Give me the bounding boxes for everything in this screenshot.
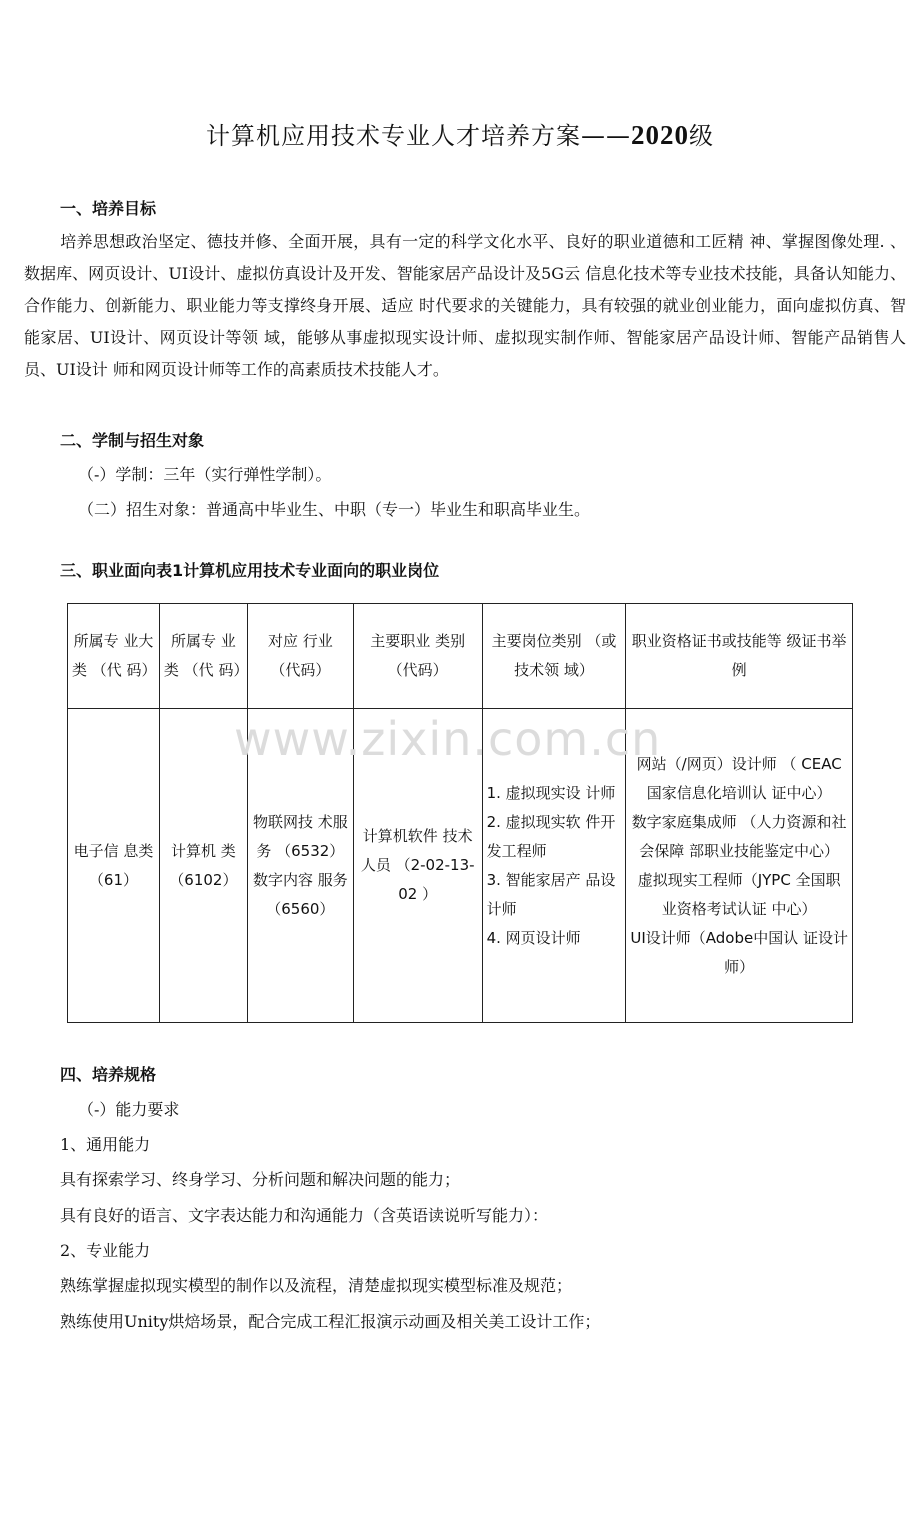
- section-4-heading: 四、培养规格: [60, 1065, 157, 1084]
- title-suffix: 级: [689, 122, 714, 150]
- role-item: 1. 虚拟现实设 计师: [486, 783, 616, 802]
- table-header: 职业资格证书或技能等 级证书举例: [626, 604, 853, 709]
- role-item: 2. 虚拟现实软 件开发工程师: [486, 812, 616, 860]
- section-4-line: 2、专业能力: [60, 1241, 151, 1260]
- table-row: [68, 709, 853, 1023]
- certificate-item: UI设计师（Adobe中国认 证设计师）: [630, 928, 848, 976]
- section-1-body: [24, 226, 906, 386]
- cell-major-category: 电子信 息类 （61）: [68, 709, 160, 1023]
- role-item: 4. 网页设计师: [486, 928, 581, 947]
- section-4-line: 具有探索学习、终身学习、分析问题和解决问题的能力；: [60, 1170, 461, 1189]
- certificate-item: 网站（/网页）设计师 （ CEAC国家信息化培训认 证中心）: [636, 754, 842, 802]
- cell-certificates: [626, 709, 853, 1023]
- watermark: www.zixin.com.cn: [234, 712, 662, 766]
- cell-major-class: 计算机 类 （6102）: [159, 709, 247, 1023]
- section-4-line: 熟练掌握虚拟现实模型的制作以及流程，清楚虚拟现实模型标准及规范；: [60, 1276, 573, 1295]
- table-header: 对应 行业 （代码）: [247, 604, 353, 709]
- certificate-item: 数字家庭集成师 （人力资源和社会保障 部职业技能鉴定中心） 虚拟现实工程师（JYPC 全国职业资格考试认证 中心）: [631, 812, 847, 918]
- section-2-line-1: （-）学制：三年（实行弹性学制）。: [78, 465, 332, 484]
- table-header: 所属专 业类 （代 码）: [159, 604, 247, 709]
- cell-roles: [482, 709, 626, 1023]
- document-title: [0, 116, 920, 151]
- section-2-heading: 二、学制与招生对象: [60, 431, 205, 450]
- section-2-line-2: （二）招生对象：普通高中毕业生、中职（专一）毕业生和职高毕业生。: [78, 500, 591, 519]
- section-1-heading: 一、培养目标: [60, 199, 157, 218]
- section-4-line: 熟练使用Unity烘焙场景，配合完成工程汇报演示动画及相关美工设计工作；: [60, 1312, 601, 1331]
- section-4-line: 1、通用能力: [60, 1135, 151, 1154]
- section-4-line: （-）能力要求: [78, 1100, 180, 1119]
- title-year: 2020: [631, 120, 689, 150]
- section-3-heading: 三、职业面向表1计算机应用技术专业面向的职业岗位: [60, 561, 440, 580]
- section-1-text: 培养思想政治坚定、德技并修、全面开展，具有一定的科学文化水平、良好的职业道德和工匠精 神、掌握图像处理. 、数据库、网页设计、UI设计、虚拟仿真设计及开发、智能家居产品设计及5G云 信息化技术等专业技术技能，具备认知能力、合作能力、创新能力、职业能力等支撑终身开展、适应 时代要求的关键能力，具有较强的就业创业能力，面向虚拟仿真、智能家居、UI设计、网页设计等领 域，能够从事虚拟现实设计师、虚拟现实制作师、智能家居产品设计师、智能产品销售人员、UI设计 师和网页设计师等工作的高素质技术技能人才。: [24, 232, 906, 379]
- table-header: 所属专 业大类 （代 码）: [68, 604, 160, 709]
- table-header-row: [68, 604, 853, 709]
- section-4-line: 具有良好的语言、文字表达能力和沟通能力（含英语读说听写能力）：: [60, 1206, 549, 1225]
- table-header: 主要岗位类别 （或技术领 域）: [482, 604, 626, 709]
- cell-occupation: 计算机软件 技术人员 （2-02-13-02 ）: [353, 709, 482, 1023]
- title-main: 计算机应用技术专业人才培养方案——: [206, 122, 631, 150]
- table-header: 主要职业 类别 （代码）: [353, 604, 482, 709]
- cell-industry: 物联网技 术服务 （6532）数字内容 服务 （6560）: [247, 709, 353, 1023]
- role-item: 3. 智能家居产 品设计师: [486, 870, 616, 918]
- career-table: [67, 603, 853, 1023]
